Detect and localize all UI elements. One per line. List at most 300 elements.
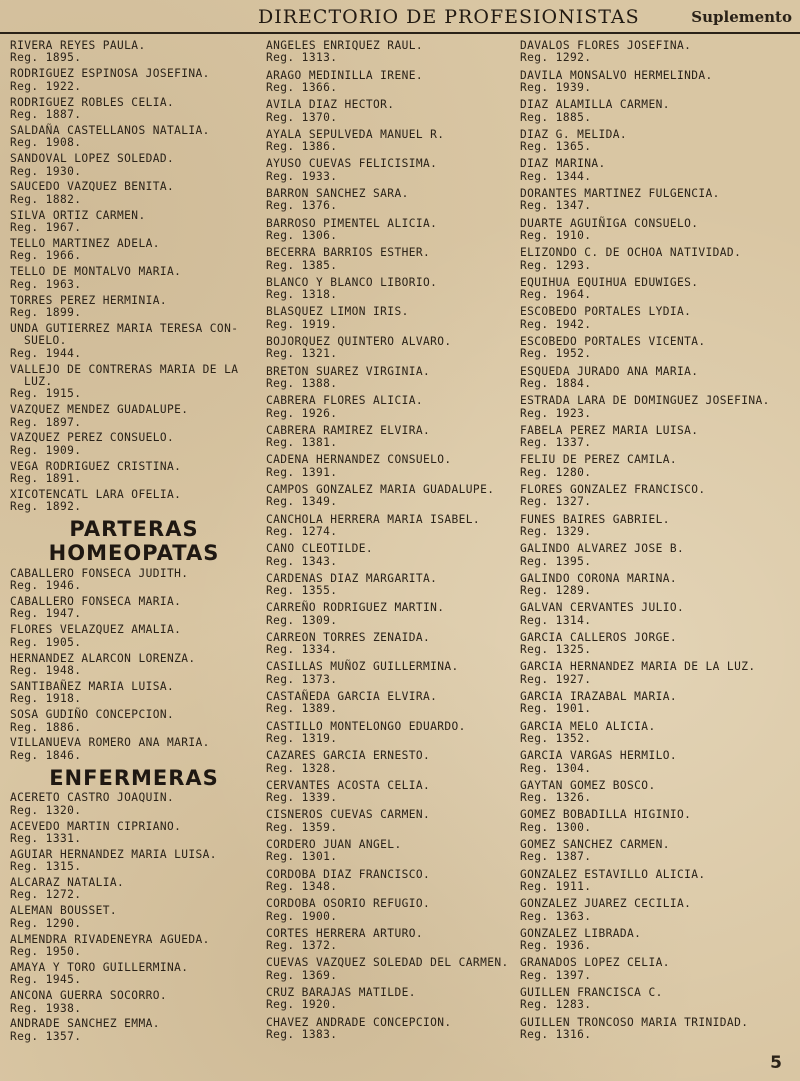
entry-name-continued: SUELO.: [24, 334, 67, 348]
entry-name: AGUIAR HERNANDEZ MARIA LUISA.: [10, 847, 217, 861]
entry-registration: Reg. 1349.: [266, 495, 338, 509]
entry-registration: Reg. 1964.: [520, 288, 592, 302]
entry-registration: Reg. 1381.: [266, 436, 338, 450]
entry-name: SANTIBAÑEZ MARIA LUISA.: [10, 679, 175, 693]
directory-entry: [10, 461, 258, 486]
entry-registration: Reg. 1846.: [10, 748, 82, 762]
directory-entry: [10, 934, 258, 959]
entry-name: FLORES VELAZQUEZ AMALIA.: [10, 623, 182, 637]
entry-name: SILVA ORTIZ CARMEN.: [10, 208, 146, 222]
entry-registration: Reg. 1882.: [10, 192, 82, 206]
directory-entry: [520, 957, 795, 982]
directory-entry: [520, 514, 795, 539]
entry-registration: Reg. 1899.: [10, 305, 82, 319]
entry-name: SOSA GUDIÑO CONCEPCION.: [10, 708, 175, 722]
entry-registration: Reg. 1293.: [520, 258, 592, 272]
entry-registration: Reg. 1892.: [10, 500, 82, 514]
page-number: 5: [770, 1053, 782, 1073]
directory-entry: [520, 40, 795, 65]
entry-name: GALINDO CORONA MARINA.: [520, 571, 677, 585]
entry-name: VILLANUEVA ROMERO ANA MARIA.: [10, 736, 210, 750]
entry-registration: Reg. 1334.: [266, 643, 338, 657]
entry-name: CERVANTES ACOSTA CELIA.: [266, 778, 431, 792]
directory-entry: [520, 928, 795, 953]
entry-name: GONZALEZ JUAREZ CECILIA.: [520, 897, 692, 911]
directory-entry: [520, 632, 795, 657]
entry-name: ACEVEDO MARTIN CIPRIANO.: [10, 819, 182, 833]
entry-name: XICOTENCATL LARA OFELIA.: [10, 488, 182, 502]
entry-registration: Reg. 1897.: [10, 415, 82, 429]
entry-registration: Reg. 1948.: [10, 664, 82, 678]
directory-entry: [10, 849, 258, 874]
entry-registration: Reg. 1908.: [10, 136, 82, 150]
directory-entry: [266, 425, 514, 450]
directory-entry: [10, 364, 258, 401]
entry-registration: Reg. 1352.: [520, 732, 592, 746]
entry-registration: Reg. 1946.: [10, 579, 82, 593]
entry-name: DUARTE AGUIÑIGA CONSUELO.: [520, 216, 699, 230]
entry-name: GARCIA MELO ALICIA.: [520, 719, 656, 733]
entry-registration: Reg. 1891.: [10, 472, 82, 486]
directory-entry: [10, 153, 258, 178]
entry-name: CANO CLEOTILDE.: [266, 542, 374, 556]
directory-entry: [520, 366, 795, 391]
directory-entry: [520, 1017, 795, 1042]
entry-name: CABALLERO FONSECA MARIA.: [10, 595, 182, 609]
entry-name: CORDOBA OSORIO REFUGIO.: [266, 897, 431, 911]
directory-entry: [520, 306, 795, 331]
entry-registration: Reg. 1309.: [266, 613, 338, 627]
directory-entry: [10, 877, 258, 902]
entry-registration: Reg. 1274.: [266, 524, 338, 538]
entry-registration: Reg. 1370.: [266, 110, 338, 124]
directory-column-1: [10, 40, 258, 1047]
entry-name: ANGELES ENRIQUEZ RAUL.: [266, 39, 423, 52]
entry-name: DIAZ MARINA.: [520, 157, 606, 171]
entry-registration: Reg. 1348.: [266, 880, 338, 894]
entry-name: RODRIGUEZ ESPINOSA JOSEFINA.: [10, 67, 210, 81]
entry-name: CORDERO JUAN ANGEL.: [266, 838, 402, 852]
entry-name: CARREON TORRES ZENAIDA.: [266, 630, 431, 644]
directory-entry: [520, 543, 795, 568]
entry-name: BLANCO Y BLANCO LIBORIO.: [266, 275, 438, 289]
directory-entry: [10, 596, 258, 621]
directory-entry: [266, 661, 514, 686]
directory-entry: [10, 568, 258, 593]
directory-entry: [266, 188, 514, 213]
entry-name: BLASQUEZ LIMON IRIS.: [266, 305, 409, 319]
entry-registration: Reg. 1887.: [10, 107, 82, 121]
entry-name: CAMPOS GONZALEZ MARIA GUADALUPE.: [266, 482, 495, 496]
entry-registration: Reg. 1944.: [10, 346, 82, 360]
entry-name: VAZQUEZ MENDEZ GUADALUPE.: [10, 403, 189, 417]
entry-registration: Reg. 1337.: [520, 436, 592, 450]
directory-entry: [10, 266, 258, 291]
directory-entry: [520, 158, 795, 183]
entry-name: HERNANDEZ ALARCON LORENZA.: [10, 651, 196, 665]
directory-entry: [266, 336, 514, 361]
directory-entry: [520, 573, 795, 598]
directory-entry: [520, 602, 795, 627]
directory-entry: [266, 898, 514, 923]
entry-name: DIAZ ALAMILLA CARMEN.: [520, 98, 670, 112]
entry-registration: Reg. 1939.: [520, 81, 592, 94]
entry-registration: Reg. 1304.: [520, 761, 592, 775]
directory-entry: [266, 484, 514, 509]
directory-entry: [266, 395, 514, 420]
entry-registration: Reg. 1344.: [520, 169, 592, 183]
directory-entry: [266, 514, 514, 539]
entry-name: SAUCEDO VAZQUEZ BENITA.: [10, 180, 175, 194]
directory-entry: [10, 68, 258, 93]
directory-entry: [10, 737, 258, 762]
entry-name: CISNEROS CUEVAS CARMEN.: [266, 808, 431, 822]
directory-entry: [266, 691, 514, 716]
entry-registration: Reg. 1316.: [520, 1028, 592, 1041]
entry-registration: Reg. 1372.: [266, 939, 338, 953]
entry-name: EQUIHUA EQUIHUA EDUWIGES.: [520, 275, 699, 289]
entry-name: CORTES HERRERA ARTURO.: [266, 926, 423, 940]
entry-registration: Reg. 1938.: [10, 1001, 82, 1015]
entry-registration: Reg. 1347.: [520, 199, 592, 213]
entry-name: CUEVAS VAZQUEZ SOLEDAD DEL CARMEN.: [266, 956, 509, 970]
directory-entry: [266, 809, 514, 834]
entry-name: FELIU DE PEREZ CAMILA.: [520, 453, 677, 467]
entry-registration: Reg. 1395.: [520, 554, 592, 568]
entry-registration: Reg. 1884.: [520, 376, 592, 390]
entry-name: BRETON SUAREZ VIRGINIA.: [266, 364, 431, 378]
directory-entry: [266, 750, 514, 775]
directory-entry: [266, 987, 514, 1012]
directory-entry: [520, 839, 795, 864]
directory-entry: [266, 869, 514, 894]
directory-entry: [520, 395, 795, 420]
page-header: [0, 0, 800, 34]
entry-registration: Reg. 1369.: [266, 968, 338, 982]
entry-registration: Reg. 1918.: [10, 692, 82, 706]
entry-name: ANDRADE SANCHEZ EMMA.: [10, 1017, 160, 1031]
entry-name: ALCARAZ NATALIA.: [10, 876, 125, 890]
entry-registration: Reg. 1272.: [10, 888, 82, 902]
entry-name: RODRIGUEZ ROBLES CELIA.: [10, 95, 175, 109]
directory-entry: [266, 780, 514, 805]
entry-name: GRANADOS LOPEZ CELIA.: [520, 956, 670, 970]
entry-name: TELLO MARTINEZ ADELA.: [10, 236, 160, 250]
directory-entry: [266, 543, 514, 568]
directory-entry: [520, 99, 795, 124]
directory-entry: [266, 99, 514, 124]
entry-registration: Reg. 1331.: [10, 831, 82, 845]
entry-name: TELLO DE MONTALVO MARIA.: [10, 265, 182, 279]
directory-entry: [10, 323, 258, 360]
entry-registration: Reg. 1313.: [266, 51, 338, 65]
entry-name: FUNES BAIRES GABRIEL.: [520, 512, 670, 526]
entry-registration: Reg. 1318.: [266, 288, 338, 302]
directory-entry: [10, 1018, 258, 1043]
directory-entry: [10, 432, 258, 457]
directory-entry: [520, 691, 795, 716]
entry-registration: Reg. 1388.: [266, 376, 338, 390]
entry-name: ESCOBEDO PORTALES LYDIA.: [520, 305, 692, 319]
entry-name: GUILLEN TRONCOSO MARIA TRINIDAD.: [520, 1015, 749, 1029]
entry-name: SALDAÑA CASTELLANOS NATALIA.: [10, 123, 210, 137]
entry-name: ANCONA GUERRA SOCORRO.: [10, 989, 167, 1003]
entry-name: VALLEJO DE CONTRERAS MARIA DE LA: [10, 362, 239, 376]
directory-entry: [520, 809, 795, 834]
entry-registration: Reg. 1315.: [10, 860, 82, 874]
entry-name: DAVILA MONSALVO HERMELINDA.: [520, 68, 713, 82]
directory-entry: [10, 210, 258, 235]
directory-entry: [10, 681, 258, 706]
entry-name-continued: LUZ.: [24, 374, 53, 388]
entry-registration: Reg. 1926.: [266, 406, 338, 420]
directory-entry: [266, 129, 514, 154]
directory-entry: [266, 1017, 514, 1042]
directory-entry: [10, 624, 258, 649]
directory-entry: [520, 484, 795, 509]
entry-registration: Reg. 1950.: [10, 945, 82, 959]
entry-name: CRUZ BARAJAS MATILDE.: [266, 986, 416, 999]
directory-entry: [520, 70, 795, 95]
directory-entry: [266, 721, 514, 746]
entry-registration: Reg. 1357.: [10, 1029, 82, 1043]
entry-registration: Reg. 1920.: [266, 998, 338, 1012]
entry-name: CHAVEZ ANDRADE CONCEPCION.: [266, 1015, 452, 1029]
supplement-label: Suplemento: [691, 8, 792, 26]
entry-registration: Reg. 1387.: [520, 850, 592, 864]
page-title: DIRECTORIO DE PROFESIONISTAS: [258, 6, 640, 28]
entry-registration: Reg. 1292.: [520, 51, 592, 65]
entry-registration: Reg. 1280.: [520, 465, 592, 479]
entry-name: CABALLERO FONSECA JUDITH.: [10, 566, 189, 580]
directory-entry: [520, 454, 795, 479]
directory-entry: [520, 425, 795, 450]
entry-name: CASTAÑEDA GARCIA ELVIRA.: [266, 690, 438, 704]
directory-entry: [520, 750, 795, 775]
directory-entry: [10, 962, 258, 987]
entry-registration: Reg. 1911.: [520, 880, 592, 894]
entry-registration: Reg. 1326.: [520, 791, 592, 805]
entry-name: FLORES GONZALEZ FRANCISCO.: [520, 482, 706, 496]
directory-entry: [10, 295, 258, 320]
directory-entry: [266, 454, 514, 479]
entry-registration: Reg. 1923.: [520, 406, 592, 420]
entry-name: TORRES PEREZ HERMINIA.: [10, 293, 167, 307]
entry-name: CORDOBA DIAZ FRANCISCO.: [266, 867, 431, 881]
entry-registration: Reg. 1328.: [266, 761, 338, 775]
entry-name: ALEMAN BOUSSET.: [10, 904, 118, 918]
entry-name: GAYTAN GOMEZ BOSCO.: [520, 778, 656, 792]
entry-name: RIVERA REYES PAULA.: [10, 39, 146, 52]
directory-entry: [266, 602, 514, 627]
entry-name: GARCIA VARGAS HERMILO.: [520, 749, 677, 763]
directory-entry: [266, 573, 514, 598]
entry-name: FABELA PEREZ MARIA LUISA.: [520, 423, 699, 437]
entry-registration: Reg. 1945.: [10, 973, 82, 987]
entry-registration: Reg. 1290.: [10, 916, 82, 930]
entry-name: CABRERA RAMIREZ ELVIRA.: [266, 423, 431, 437]
entry-registration: Reg. 1389.: [266, 702, 338, 716]
directory-entry: [520, 780, 795, 805]
entry-registration: Reg. 1314.: [520, 613, 592, 627]
directory-entry: [10, 905, 258, 930]
directory-entry: [10, 653, 258, 678]
entry-name: CASILLAS MUÑOZ GUILLERMINA.: [266, 660, 459, 674]
entry-name: DIAZ G. MELIDA.: [520, 127, 628, 141]
entry-registration: Reg. 1901.: [520, 702, 592, 716]
entry-registration: Reg. 1885.: [520, 110, 592, 124]
entry-name: GARCIA HERNANDEZ MARIA DE LA LUZ.: [520, 660, 756, 674]
entry-registration: Reg. 1895.: [10, 51, 82, 65]
entry-name: VAZQUEZ PEREZ CONSUELO.: [10, 431, 175, 445]
entry-registration: Reg. 1966.: [10, 249, 82, 263]
entry-name: GONZALEZ ESTAVILLO ALICIA.: [520, 867, 706, 881]
directory-column-3: [520, 40, 795, 1046]
directory-entry: [520, 869, 795, 894]
entry-registration: Reg. 1300.: [520, 820, 592, 834]
entry-registration: Reg. 1910.: [520, 228, 592, 242]
entry-name: SANDOVAL LOPEZ SOLEDAD.: [10, 152, 175, 166]
entry-registration: Reg. 1947.: [10, 607, 82, 621]
entry-name: ESTRADA LARA DE DOMINGUEZ JOSEFINA.: [520, 394, 770, 408]
entry-registration: Reg. 1359.: [266, 820, 338, 834]
directory-entry: [10, 489, 258, 514]
entry-registration: Reg. 1321.: [266, 347, 338, 361]
entry-registration: Reg. 1936.: [520, 939, 592, 953]
entry-name: BARRON SANCHEZ SARA.: [266, 186, 409, 200]
directory-entry: [10, 792, 258, 817]
entry-registration: Reg. 1385.: [266, 258, 338, 272]
entry-name: AMAYA Y TORO GUILLERMINA.: [10, 960, 189, 974]
entry-registration: Reg. 1900.: [266, 909, 338, 923]
entry-name: UNDA GUTIERREZ MARIA TERESA CON-: [10, 321, 239, 335]
directory-column-2: [266, 40, 514, 1046]
entry-name: GARCIA IRAZABAL MARIA.: [520, 690, 677, 704]
entry-registration: Reg. 1301.: [266, 850, 338, 864]
directory-entry: [520, 898, 795, 923]
directory-entry: [10, 238, 258, 263]
directory-entry: [520, 218, 795, 243]
entry-registration: Reg. 1952.: [520, 347, 592, 361]
entry-registration: Reg. 1930.: [10, 164, 82, 178]
directory-entry: [10, 97, 258, 122]
entry-name: ELIZONDO C. DE OCHOA NATIVIDAD.: [520, 246, 742, 260]
directory-entry: [266, 839, 514, 864]
entry-name: GOMEZ SANCHEZ CARMEN.: [520, 838, 670, 852]
entry-registration: Reg. 1383.: [266, 1028, 338, 1041]
entry-name: CARREÑO RODRIGUEZ MARTIN.: [266, 601, 445, 615]
directory-entry: [520, 129, 795, 154]
directory-entry: [10, 125, 258, 150]
section-heading: ENFERMERAS: [49, 765, 219, 790]
entry-registration: Reg. 1329.: [520, 524, 592, 538]
directory-entry: [10, 821, 258, 846]
entry-name: GONZALEZ LIBRADA.: [520, 926, 642, 940]
entry-registration: Reg. 1320.: [10, 803, 82, 817]
directory-entry: [10, 404, 258, 429]
entry-name: DAVALOS FLORES JOSEFINA.: [520, 39, 692, 52]
directory-entry: [266, 158, 514, 183]
entry-registration: Reg. 1306.: [266, 228, 338, 242]
entry-registration: Reg. 1327.: [520, 495, 592, 509]
directory-entry: [520, 277, 795, 302]
directory-entry: [520, 188, 795, 213]
entry-registration: Reg. 1373.: [266, 672, 338, 686]
entry-registration: Reg. 1391.: [266, 465, 338, 479]
entry-name: GOMEZ BOBADILLA HIGINIO.: [520, 808, 692, 822]
entry-registration: Reg. 1933.: [266, 169, 338, 183]
entry-registration: Reg. 1942.: [520, 317, 592, 331]
entry-registration: Reg. 1386.: [266, 140, 338, 154]
entry-registration: Reg. 1355.: [266, 584, 338, 598]
entry-registration: Reg. 1927.: [520, 672, 592, 686]
entry-name: GARCIA CALLEROS JORGE.: [520, 630, 677, 644]
entry-registration: Reg. 1365.: [520, 140, 592, 154]
entry-name: VEGA RODRIGUEZ CRISTINA.: [10, 459, 182, 473]
entry-registration: Reg. 1376.: [266, 199, 338, 213]
entry-registration: Reg. 1909.: [10, 443, 82, 457]
entry-registration: Reg. 1343.: [266, 554, 338, 568]
entry-name: BECERRA BARRIOS ESTHER.: [266, 246, 431, 260]
entry-name: AYALA SEPULVEDA MANUEL R.: [266, 127, 445, 141]
directory-entry: [520, 247, 795, 272]
entry-registration: Reg. 1366.: [266, 81, 338, 94]
entry-registration: Reg. 1319.: [266, 732, 338, 746]
entry-name: CAZARES GARCIA ERNESTO.: [266, 749, 431, 763]
directory-entry: [520, 987, 795, 1012]
directory-entry: [10, 709, 258, 734]
directory-entry: [266, 40, 514, 65]
directory-entry: [266, 306, 514, 331]
directory-entry: [266, 957, 514, 982]
entry-registration: Reg. 1339.: [266, 791, 338, 805]
directory-entry: [266, 218, 514, 243]
entry-name: ESQUEDA JURADO ANA MARIA.: [520, 364, 699, 378]
entry-registration: Reg. 1922.: [10, 79, 82, 93]
entry-name: ARAGO MEDINILLA IRENE.: [266, 68, 423, 82]
directory-entry: [520, 721, 795, 746]
entry-name: DORANTES MARTINEZ FULGENCIA.: [520, 186, 720, 200]
entry-name: BARROSO PIMENTEL ALICIA.: [266, 216, 438, 230]
entry-name: CASTILLO MONTELONGO EDUARDO.: [266, 719, 466, 733]
directory-entry: [266, 70, 514, 95]
section-heading: PARTERAS HOMEOPATAS: [48, 517, 220, 566]
entry-registration: Reg. 1397.: [520, 968, 592, 982]
directory-entry: [266, 632, 514, 657]
directory-entry: [266, 247, 514, 272]
directory-entry: [266, 928, 514, 953]
entry-registration: Reg. 1963.: [10, 277, 82, 291]
entry-name: GALINDO ALVAREZ JOSE B.: [520, 542, 685, 556]
entry-name: CABRERA FLORES ALICIA.: [266, 394, 423, 408]
entry-name: GALVAN CERVANTES JULIO.: [520, 601, 685, 615]
directory-entry: [10, 990, 258, 1015]
entry-registration: Reg. 1363.: [520, 909, 592, 923]
directory-entry: [520, 661, 795, 686]
entry-registration: Reg. 1915.: [10, 387, 82, 401]
entry-name: GUILLEN FRANCISCA C.: [520, 986, 663, 999]
entry-registration: Reg. 1289.: [520, 584, 592, 598]
entry-registration: Reg. 1967.: [10, 221, 82, 235]
entry-name: CANCHOLA HERRERA MARIA ISABEL.: [266, 512, 481, 526]
header-rule: [0, 32, 800, 34]
entry-name: BOJORQUEZ QUINTERO ALVARO.: [266, 334, 452, 348]
entry-name: AVILA DIAZ HECTOR.: [266, 98, 395, 112]
entry-name: CARDENAS DIAZ MARGARITA.: [266, 571, 438, 585]
entry-registration: Reg. 1283.: [520, 998, 592, 1012]
entry-registration: Reg. 1325.: [520, 643, 592, 657]
directory-entry: [266, 277, 514, 302]
